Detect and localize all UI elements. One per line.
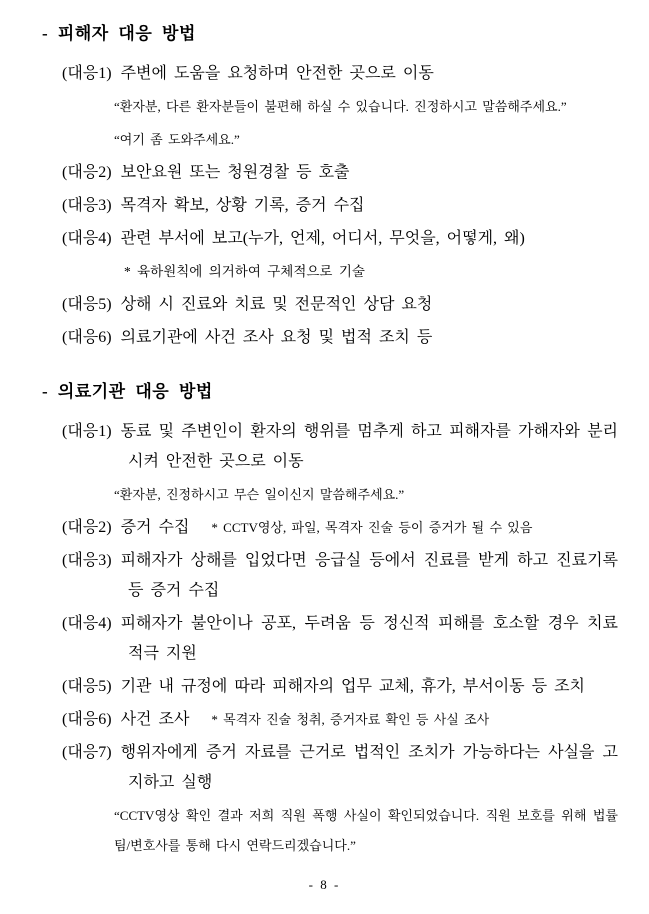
item-text: 의료기관에 사건 조사 요청 및 법적 조치 등 <box>120 329 433 346</box>
list-item <box>62 738 618 798</box>
list-item <box>62 59 618 89</box>
quote-line: “환자분, 진정하시고 무슨 일이신지 말씀해주세요.” <box>114 487 405 502</box>
list-item <box>62 323 618 353</box>
section-heading: - 피해자 대응 방법 <box>42 24 196 43</box>
item-list <box>62 59 618 353</box>
section-heading: - 의료기관 대응 방법 <box>42 382 213 401</box>
item-text: 사건 조사 <box>120 711 190 728</box>
section-victim-response <box>0 22 649 353</box>
section-institution-response <box>0 380 649 861</box>
item-text: 보안요원 또는 청원경찰 등 호출 <box>120 164 350 181</box>
list-item <box>62 705 618 735</box>
item-text: 증거 수집 <box>120 519 190 536</box>
item-label: (대응1) <box>62 423 112 440</box>
item-label: (대응5) <box>62 296 112 313</box>
item-text: 기관 내 규정에 따라 피해자의 업무 교체, 휴가, 부서이동 등 조치 <box>120 678 585 695</box>
list-item <box>62 224 618 254</box>
item-label: (대응2) <box>62 519 112 536</box>
list-item <box>62 609 618 669</box>
inline-note: * 목격자 진술 청취, 증거자료 확인 등 사실 조사 <box>211 712 490 727</box>
item-text: 상해 시 진료와 치료 및 전문적인 상담 요청 <box>120 296 433 313</box>
note-line: * 육하원칙에 의거하여 구체적으로 기술 <box>124 264 365 279</box>
page-number: - 8 - <box>308 877 341 892</box>
list-item <box>62 158 618 188</box>
item-text: 행위자에게 증거 자료를 근거로 법적인 조치가 가능하다는 사실을 고지하고 실행 <box>120 744 618 791</box>
inline-note: * CCTV영상, 파일, 목격자 진술 등이 증거가 될 수 있음 <box>211 520 533 535</box>
item-label: (대응1) <box>62 65 112 82</box>
list-item <box>62 417 618 477</box>
item-text: 관련 부서에 보고(누가, 언제, 어디서, 무엇을, 어떻게, 왜) <box>120 230 525 247</box>
quote-line: “CCTV영상 확인 결과 저희 직원 폭행 사실이 확인되었습니다. 직원 보호를 위해 법률팀/변호사를 통해 다시 연락드리겠습니다.” <box>114 808 618 853</box>
item-text: 목격자 확보, 상황 기록, 증거 수집 <box>120 197 365 214</box>
item-list <box>62 417 618 861</box>
item-label: (대응4) <box>62 230 112 247</box>
item-label: (대응3) <box>62 197 112 214</box>
item-label: (대응4) <box>62 615 112 632</box>
item-label: (대응6) <box>62 329 112 346</box>
item-label: (대응5) <box>62 678 112 695</box>
list-item <box>62 290 618 320</box>
list-item <box>62 672 618 702</box>
item-label: (대응6) <box>62 711 112 728</box>
item-text: 피해자가 상해를 입었다면 응급실 등에서 진료를 받게 하고 진료기록 등 증거 수집 <box>120 552 618 599</box>
item-label: (대응7) <box>62 744 112 761</box>
quote-line: “환자분, 다른 환자분들이 불편해 하실 수 있습니다. 진정하시고 말씀해주세요.” <box>114 99 567 114</box>
list-item <box>62 546 618 606</box>
item-label: (대응3) <box>62 552 112 569</box>
quote-line: “여기 좀 도와주세요.” <box>114 132 240 147</box>
item-text: 주변에 도움을 요청하며 안전한 곳으로 이동 <box>120 65 434 82</box>
list-item <box>62 513 618 543</box>
item-text: 동료 및 주변인이 환자의 행위를 멈추게 하고 피해자를 가해자와 분리시켜 안전한 곳으로 이동 <box>120 423 618 470</box>
item-label: (대응2) <box>62 164 112 181</box>
list-item <box>62 191 618 221</box>
item-text: 피해자가 불안이나 공포, 두려움 등 정신적 피해를 호소할 경우 치료 적극 지원 <box>120 615 618 662</box>
